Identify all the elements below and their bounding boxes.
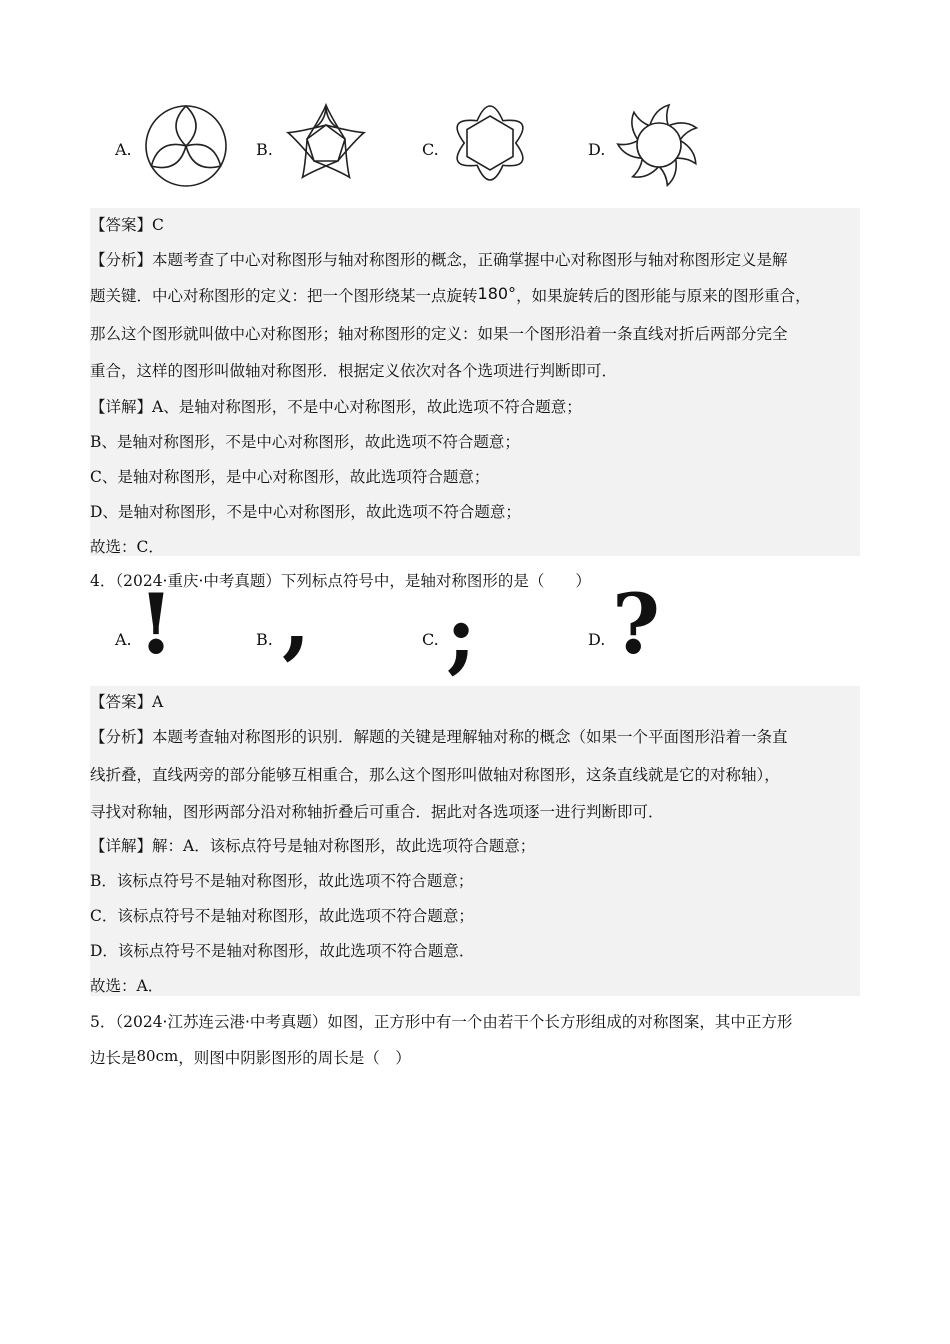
q4-stem: 4．（2024·重庆·中考真题）下列标点符号中，是轴对称图形的是（ ） (90, 572, 591, 590)
q3-option-b-label: B. (256, 140, 273, 159)
q3-analysis-line-2: 题关键．中心对称图形的定义：把一个图形绕某一点旋转180°，如果旋转后的图形能与原来的图形重合， (90, 284, 811, 305)
q3-detail-line-2: B、是轴对称图形，不是中心对称图形，故此选项不符合题意； (90, 433, 520, 451)
q4-analysis-line-3: 寻找对称轴，图形两部分沿对称轴折叠后可重合．据此对各选项逐一进行判断即可． (90, 803, 664, 821)
six-lobed-hexagon-icon (449, 100, 531, 186)
q4-solution-box (90, 686, 860, 996)
q4-option-b-label: B. (256, 630, 273, 649)
q3-option-d-label: D. (588, 140, 606, 159)
q3-solution-box (90, 208, 860, 556)
q4-answer: 【答案】A (90, 693, 164, 711)
q3-detail-line-5: 故选：C． (90, 538, 164, 556)
q3-option-a-label: A. (115, 140, 132, 159)
q4-detail-line-5: 故选：A． (90, 977, 164, 995)
q4-detail-line-2: B．该标点符号不是轴对称图形，故此选项不符合题意； (90, 872, 474, 890)
q3-analysis-line-3: 那么这个图形就叫做中心对称图形；轴对称图形的定义：如果一个图形沿着一条直线对折后两部分完全 (90, 325, 788, 343)
q3-detail-line-3: C、是轴对称图形，是中心对称图形，故此选项符合题意； (90, 468, 490, 486)
q4-option-a-label: A. (115, 630, 132, 649)
seven-petal-flower-icon (617, 104, 701, 186)
q4-detail-line-4: D．该标点符号不是轴对称图形，故此选项不符合题意． (90, 942, 475, 960)
q3-detail-line-1: 【详解】A、是轴对称图形，不是中心对称图形，故此选项不符合题意； (90, 398, 582, 416)
exclamation-mark-symbol: ! (138, 577, 174, 673)
q5-stem-line-1: 5．（2024·江苏连云港·中考真题）如图，正方形中有一个由若干个长方形组成的对称图案，其中正方形 (90, 1013, 793, 1031)
q5-stem-line-2: 边长是80cm，则图中阴影图形的周长是（ ） (90, 1047, 411, 1067)
q5-side-length: 80cm (136, 1047, 179, 1065)
q3-option-c-label: C. (422, 140, 439, 159)
q4-detail-line-1: 【详解】解：A．该标点符号是轴对称图形，故此选项符合题意； (90, 837, 536, 855)
q4-analysis-line-2: 线折叠，直线两旁的部分能够互相重合，那么这个图形叫做轴对称图形，这条直线就是它的对称轴）， (90, 766, 780, 784)
q4-option-d-label: D. (588, 630, 606, 649)
q4-option-c-label: C. (422, 630, 439, 649)
five-point-curved-star-icon (285, 104, 367, 186)
question-mark-symbol: ? (612, 577, 661, 673)
three-petal-circle-icon (144, 104, 228, 188)
semicolon-symbol: ; (446, 587, 477, 683)
comma-symbol: , (282, 573, 311, 669)
q3-analysis-line-4: 重合，这样的图形叫做轴对称图形．根据定义依次对各个选项进行判断即可． (90, 362, 618, 380)
q4-detail-line-3: C．该标点符号不是轴对称图形，故此选项不符合题意； (90, 907, 474, 925)
q3-angle-value: 180° (477, 284, 517, 303)
q4-analysis-line-1: 【分析】本题考查轴对称图形的识别．解题的关键是理解轴对称的概念（如果一个平面图形沿着一条直 (90, 728, 788, 746)
q3-analysis-line-1: 【分析】本题考查了中心对称图形与轴对称图形的概念，正确掌握中心对称图形与轴对称图形定义是解 (90, 251, 788, 269)
q3-answer: 【答案】C (90, 216, 164, 234)
q3-detail-line-4: D、是轴对称图形，不是中心对称图形，故此选项不符合题意； (90, 503, 521, 521)
